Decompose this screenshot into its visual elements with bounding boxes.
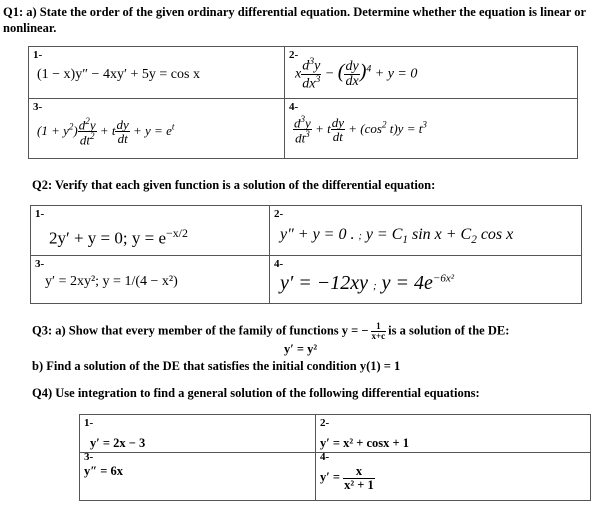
q4-eq-4: y′ = $\frac{x}{\text{x² + 1}}$ bbox=[320, 464, 374, 492]
q4-table bbox=[79, 414, 591, 501]
q1-table bbox=[28, 46, 578, 159]
q1-cell-3: 3- $(1 + y^2)$ $\frac{d^2y}{dt^2}$ + t $\frac{dy}{dt}$ + $y = e^t$ bbox=[29, 99, 285, 159]
q2-cell-3: 3- y′ = 2xy²; y = 1/(4 − x²) bbox=[31, 256, 270, 304]
q1-eq-4: $\frac{d^3y}{dt^3}$ + t $\frac{dy}{dt}$ + ($\cos^2$ $t)y = t^3$ bbox=[294, 114, 427, 146]
q2-cell-4: 4- y′ = −12xy ; $y = 4e^{-6x^2}$ bbox=[270, 256, 582, 304]
q1-cell-2: 2- x $\frac{d^3y}{dx^3}$ − ( $\frac{dy}{dx}$ )$^4$ + y = 0 bbox=[285, 47, 578, 99]
q1-eq-3: $(1 + y^2)$ $\frac{d^2y}{dt^2}$ + t $\frac{dy}{dt}$ + $y = e^t$ bbox=[37, 116, 175, 148]
q4-eq-3: y″ = 6x bbox=[84, 464, 124, 478]
q3-line2: b) Find a solution of the DE that satisfies the initial condition y(1) = 1 bbox=[32, 359, 401, 373]
q4-eq-1: y′ = 2x − 3 bbox=[90, 436, 146, 450]
q4-heading: Q4) Use integration to find a general solution of the following differential equations: bbox=[32, 386, 480, 400]
q4-cell-3: 3- y″ = 6x bbox=[80, 453, 316, 501]
q2-table bbox=[30, 205, 582, 304]
q2-eq-2: y″ + y = 0 . ; $y = C_1$ $\sin x + C_2$ cos x bbox=[280, 226, 514, 247]
q1-cell-4: 4- $\frac{d^3y}{dt^3}$ + t $\frac{dy}{dt}$ + ($\cos^2$ $t)y = t^3$ bbox=[285, 99, 578, 159]
q3-de: y′ = y² bbox=[284, 342, 318, 356]
q4-eq-2: y′ = x² + cosx + 1 bbox=[320, 436, 410, 450]
q4-cell-2: 2- y′ = x² + cosx + 1 bbox=[316, 415, 591, 453]
q2-heading: Q2: Verify that each given function is a solution of the differential equation: bbox=[32, 178, 436, 192]
q2-eq-3: y′ = 2xy²; y = 1/(4 − x²) bbox=[45, 274, 178, 289]
q1-eq-1: (1 − x)y″ − 4xy′ + 5y = cos x bbox=[37, 67, 200, 82]
q1-cell-1: 1- (1 − x)y″ − 4xy′ + 5y = cos x bbox=[29, 47, 285, 99]
q2-cell-1: 1- 2y′ + y = 0; $y = e^{-x/2}$ bbox=[31, 206, 270, 256]
q4-cell-4: 4- y′ = $\frac{x}{\text{x² + 1}}$ bbox=[316, 453, 591, 501]
q2-eq-4: y′ = −12xy ; $y = 4e^{-6x^2}$ bbox=[280, 272, 455, 294]
q2-cell-2: 2- y″ + y = 0 . ; $y = C_1$ $\sin x + C_2$ cos x bbox=[270, 206, 582, 256]
q1-eq-2: x $\frac{d^3y}{dx^3}$ − ( $\frac{dy}{dx}$ )$^4$ + y = 0 bbox=[295, 56, 418, 92]
q1-heading: Q1: a) State the order of the given ordinary differential equation. Determine whether the equation is linear or nonlinear. bbox=[3, 5, 587, 35]
q2-eq-1: 2y′ + y = 0; $y = e^{-x/2}$ bbox=[49, 226, 188, 248]
q3-line1: Q3: a) Show that every member of the family of functions y = − $\frac{1}{x+c}$ is a solution of the DE: bbox=[32, 321, 510, 341]
q4-cell-1: 1- y′ = 2x − 3 bbox=[80, 415, 316, 453]
